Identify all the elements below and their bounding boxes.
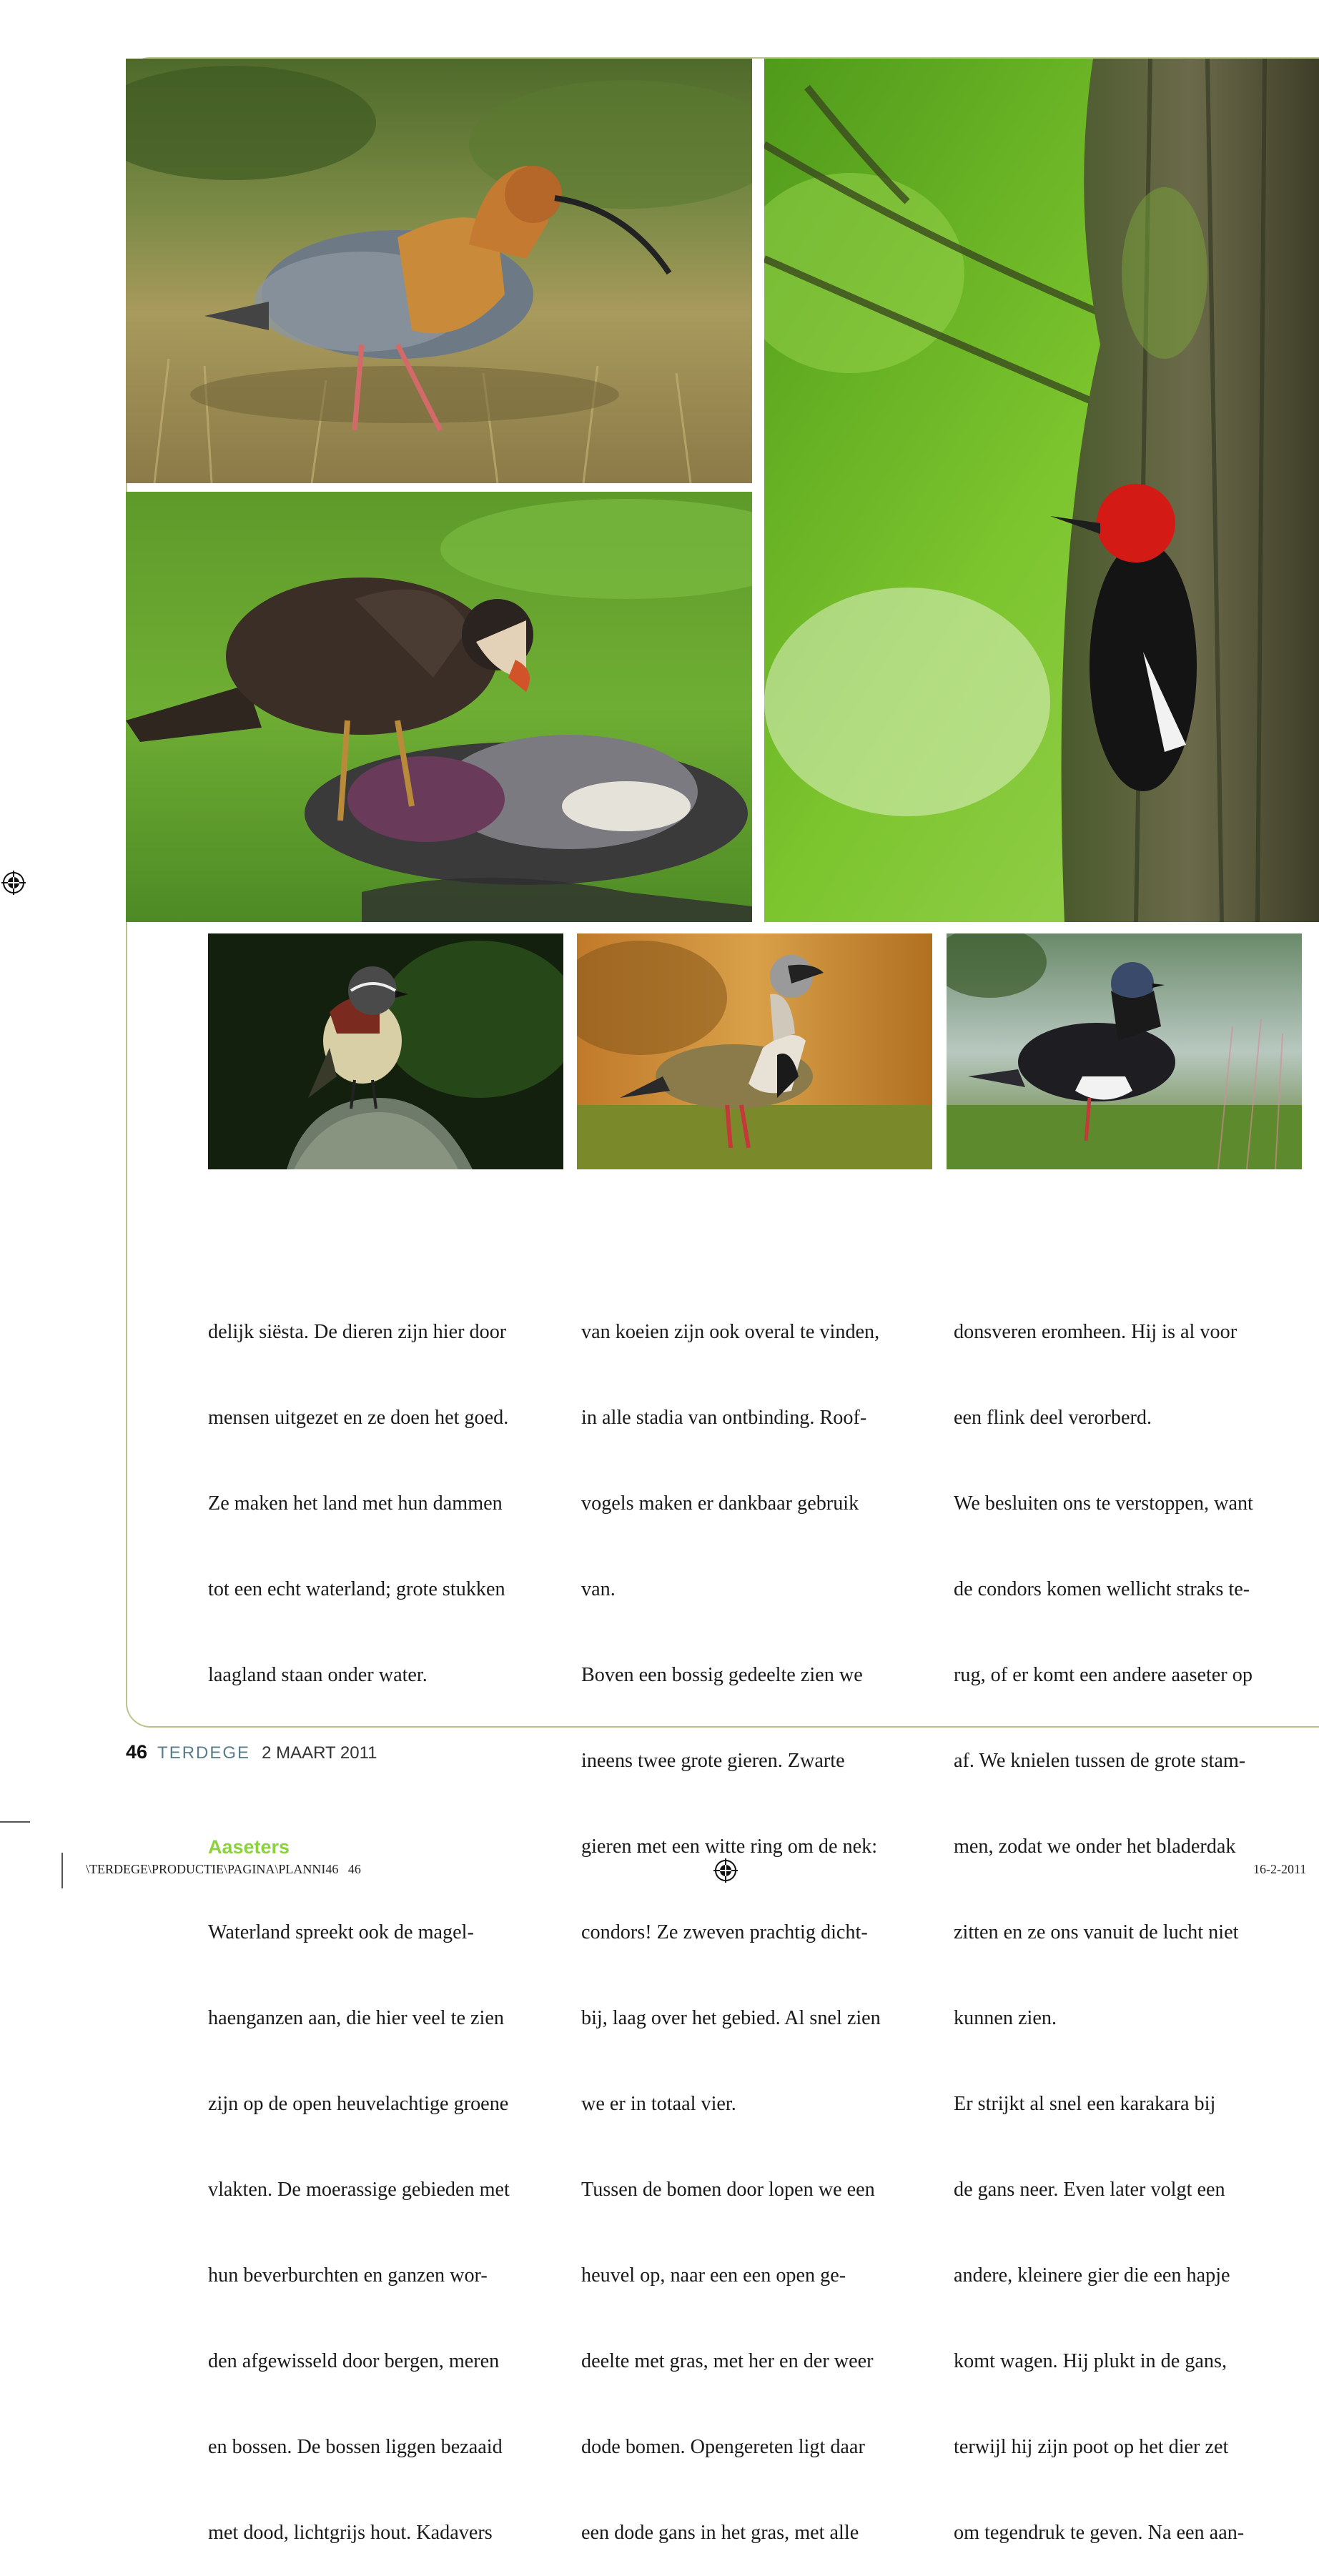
page-number: 46 [126, 1741, 148, 1763]
text-line: hun beverburchten en ganzen wor- [208, 2264, 488, 2287]
text-line: zijn op de open heuvelachtige groene [208, 2093, 509, 2115]
issue-date: 2 MAART 2011 [262, 1743, 377, 1763]
ibis-photo [126, 59, 752, 483]
text-line: bij, laag over het gebied. Al snel zien [581, 2007, 881, 2029]
text-line: we er in totaal vier. [581, 2093, 736, 2115]
woodpecker-photo [764, 59, 1319, 922]
bird-on-grass-photo [947, 933, 1302, 1169]
text-line: Waterland spreekt ook de magel- [208, 1921, 474, 1943]
text-line: laagland staan onder water. [208, 1664, 428, 1686]
caracara-photo [126, 492, 752, 922]
text-line: deelte met gras, met her en der weer [581, 2350, 874, 2372]
text-line: condors! Ze zweven prachtig dicht- [581, 1921, 868, 1943]
text-line: donsveren eromheen. Hij is al voor [954, 1321, 1238, 1343]
text-line: ineens twee grote gieren. Zwarte [581, 1750, 845, 1772]
text-line: van koeien zijn ook overal te vinden, [581, 1321, 880, 1343]
article-column-1 [208, 1261, 510, 2576]
text-line: en bossen. De bossen liggen bezaaid [208, 2436, 503, 2458]
text-line: tot een echt waterland; grote stukken [208, 1578, 505, 1600]
print-slug-date: 16-2-2011 [1253, 1862, 1307, 1876]
text-line: delijk siësta. De dieren zijn hier door [208, 1321, 507, 1343]
text-line: vlakten. De moerassige gebieden met [208, 2179, 510, 2201]
section-heading: Aaseters [208, 1836, 290, 1858]
text-line: heuvel op, naar een een open ge- [581, 2264, 846, 2287]
text-line: men, zodat we onder het bladerdak [954, 1836, 1236, 1858]
article-column-3 [954, 1261, 1253, 2576]
page-footer [126, 1741, 377, 1763]
crop-mark [0, 1821, 30, 1823]
text-line: Er strijkt al snel een karakara bij [954, 2093, 1216, 2115]
text-line: den afgewisseld door bergen, meren [208, 2350, 500, 2372]
text-line: We besluiten ons te verstoppen, want [954, 1492, 1253, 1515]
text-line: een flink deel verorberd. [954, 1407, 1152, 1429]
text-line: haenganzen aan, die hier veel te zien [208, 2007, 504, 2029]
text-line: zitten en ze ons vanuit de lucht niet [954, 1921, 1239, 1943]
text-line: Boven een bossig gedeelte zien we [581, 1664, 863, 1686]
text-line: een dode gans in het gras, met alle [581, 2522, 859, 2544]
text-line: om tegendruk te geven. Na een aan- [954, 2522, 1245, 2544]
text-line: van. [581, 1578, 616, 1600]
text-line: rug, of er komt een andere aaseter op [954, 1664, 1253, 1686]
text-line: af. We knielen tussen de grote stam- [954, 1750, 1246, 1772]
text-line: komt wagen. Hij plukt in de gans, [954, 2350, 1227, 2372]
text-line: gieren met een witte ring om de nek: [581, 1836, 878, 1858]
magazine-name: TERDEGE [157, 1743, 251, 1763]
text-line: Ze maken het land met hun dammen [208, 1492, 503, 1515]
small-bird-on-rock-photo [208, 933, 563, 1169]
print-slug-path: \TERDEGE\PRODUCTIE\PAGINA\PLANNI46 46 [86, 1862, 361, 1876]
text-line: vogels maken er dankbaar gebruik [581, 1492, 859, 1515]
text-line: met dood, lichtgrijs hout. Kadavers [208, 2522, 493, 2544]
crop-mark [61, 1853, 63, 1888]
text-line: terwijl hij zijn poot op het dier zet [954, 2436, 1229, 2458]
text-line: de condors komen wellicht straks te- [954, 1578, 1250, 1600]
text-line: kunnen zien. [954, 2007, 1057, 2029]
article-column-2 [581, 1261, 881, 2576]
registration-mark-icon [1, 871, 26, 895]
text-line: Tussen de bomen door lopen we een [581, 2179, 875, 2201]
text-line: in alle stadia van ontbinding. Roof- [581, 1407, 867, 1429]
text-line: andere, kleinere gier die een hapje [954, 2264, 1230, 2287]
registration-mark-icon [713, 1858, 738, 1883]
text-line: dode bomen. Opengereten ligt daar [581, 2436, 865, 2458]
text-line: mensen uitgezet en ze doen het goed. [208, 1407, 509, 1429]
lapwing-photo [577, 933, 932, 1169]
text-line: de gans neer. Even later volgt een [954, 2179, 1225, 2201]
